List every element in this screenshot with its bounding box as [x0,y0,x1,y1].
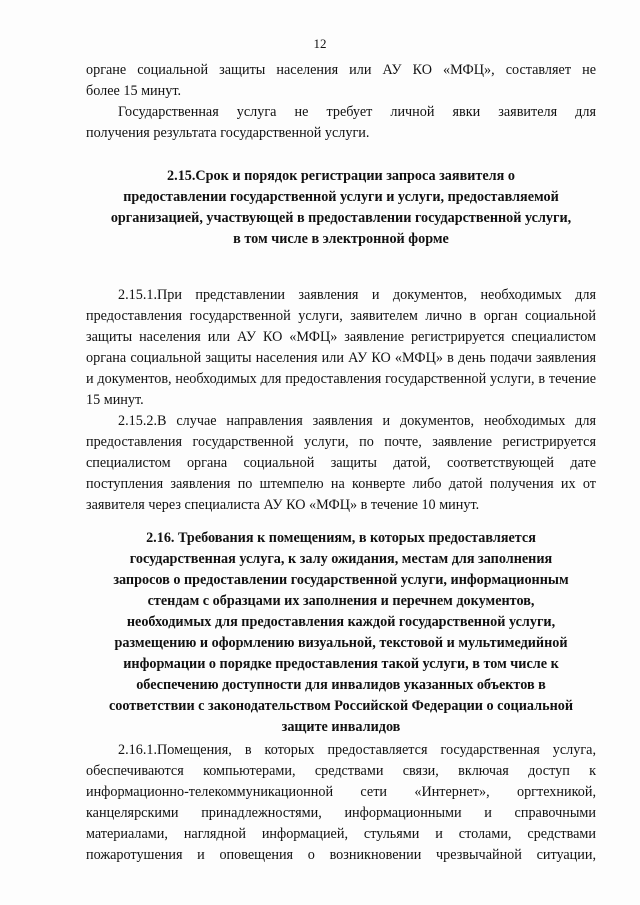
paragraph-2-15-2: 2.15.2.В случае направления заявления и документов, необходимых для предоставления государственной услуги, по почте, заявление регистрируется специалистом органа социальной защиты датой, соответствующей дате поступления заявления по штемпелю на конверте либо датой получения их от заявителя через специалиста АУ КО «МФЦ» в течение 10 минут. [86,413,596,513]
heading-line: 2.16. Требования к помещениям, в которых предоставляется [146,530,536,546]
heading-line: организацией, участвующей в предоставлении государственной услуги, [110,210,572,226]
intro-text [86,60,596,144]
section-2-16-body [86,740,596,866]
heading-line: защите инвалидов [281,719,401,735]
heading-line: соответствии с законодательством Российской Федерации о социальной [108,698,574,714]
intro-para-2-line-1: Государственная услуга не требует личной явки заявителя для [118,104,596,120]
heading-line: обеспечению доступности для инвалидов указанных объектов в [136,677,546,693]
heading-line: 2.15.Срок и порядок регистрации запроса заявителя о [167,168,515,184]
page-number: 12 [313,36,327,51]
intro-line-2: более 15 минут. [86,83,182,99]
section-2-15-heading [86,166,596,250]
heading-line: размещению и оформлению визуальной, текстовой и мультимедийной [114,635,568,651]
paragraph-2-16-1: 2.16.1.Помещения, в которых предоставляется государственная услуга, обеспечиваются компьютерами, средствами связи, включая доступ к информационно-телекоммуникационной сети «Интернет», оргтехникой, канцелярскими принадлежностями, информационными и справочными материалами, наглядной информацией, стульями и столами, средствами пожаротушения и оповещения о возникновении чрезвычайной ситуации, [86,742,596,863]
heading-line: стендам с образцами их заполнения и перечнем документов, [147,593,535,609]
heading-line: информации о порядке предоставления такой услуги, в том числе к [123,656,559,672]
intro-line-1: органе социальной защиты населения или АУ КО «МФЦ», составляет не [86,62,596,78]
heading-line: государственная услуга, к залу ожидания, местам для заполнения [129,551,553,567]
intro-para-2-line-2: получения результата государственной услуги. [86,125,370,141]
heading-line: необходимых для предоставления каждой государственной услуги, [126,614,556,630]
section-2-16-heading [86,528,596,738]
heading-line: запросов о предоставлении государственной услуги, информационным [113,572,569,588]
section-2-15-body [86,285,596,516]
paragraph-2-15-1: 2.15.1.При представлении заявления и документов, необходимых для предоставления государственной услуги, заявителем лично в орган социальной защиты населения или АУ КО «МФЦ» заявление регистрируется специалистом органа социальной защиты населения или АУ КО «МФЦ» в день подачи заявления и документов, необходимых для предоставления государственной услуги, в течение 15 минут. [86,287,596,408]
heading-line: предоставлении государственной услуги и услуги, предоставляемой [123,189,559,205]
heading-line: в том числе в электронной форме [233,231,449,247]
